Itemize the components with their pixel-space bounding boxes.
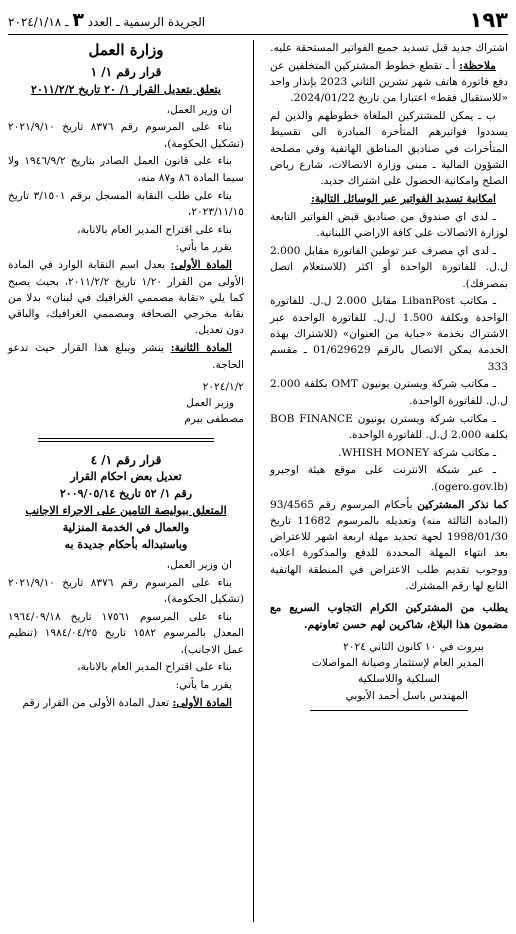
signature-block — [8, 379, 244, 428]
article — [8, 340, 244, 373]
left-column — [8, 40, 244, 930]
method-item: ـ مكاتب شركة WHISH MONEY. — [338, 446, 496, 459]
issue-label: الجريدة الرسمية ـ العدد — [87, 15, 206, 29]
article-body: ينشر ويبلغ هذا القرار حيث تدعو الحاجة. — [8, 342, 244, 371]
decision-subject: يتعلق بتعديل القرار ١/ ٢٠ تاريخ ٢٠١١/٢/٢ — [31, 82, 221, 96]
signatory-title: المدير العام لإستثمار وصيانة المواصلات — [311, 657, 484, 670]
place-date: بيروت في ١٠ كانون الثاني ٢٠٢٤ — [343, 640, 484, 653]
decision-subject: وباستبداله بأحكام جديدة به — [64, 538, 188, 552]
paragraph: يقرر ما يأتي: — [175, 679, 232, 692]
signature-block — [270, 639, 508, 704]
decision-subject: المتعلق ببوليصة التامين على الاجراء الاجانب — [25, 504, 227, 518]
signatory-title: وزير العمل — [186, 397, 234, 410]
decision-date: ٢٠٢٤/١/٢ — [202, 380, 244, 393]
reminder-paragraph — [270, 497, 508, 595]
section-divider — [38, 438, 214, 442]
signatory-name: المهندس باسل أحمد الأيوبي — [345, 689, 468, 702]
paragraph: اشتراك جديد قبل تسديد جميع الفواتير المستحقة عليه. — [270, 42, 508, 54]
paragraph: بناء على المرسوم رقم ٨٣٧٦ تاريخ ٢٠٢١/٩/١٠ (تشكيل الحكومة)، — [8, 121, 244, 150]
page-header — [8, 6, 508, 35]
note-paragraph — [270, 58, 508, 107]
method-item: ـ لدى اي مصرف عبر توطين الفاتورة مقابل 2.000 ل.ل. للفاتورة الواحدة أو اكثر (للاستعلام اتصل بمصرفك). — [270, 245, 508, 290]
method-item: ـ لدى اي صندوق من صناديق قبض الفواتير التابعة لوزارة الاتصالات على كافة الاراضي اللبنانية. — [270, 210, 508, 240]
paragraph: بناء على قانون العمل الصادر بتاريخ ١٩٤٦/٩/٢ ولا سيما المادة ٨٦ و٨٧ منه، — [8, 155, 244, 184]
paragraph: بناء على طلب النقابة المسجل برقم ٣/١٥٠١ تاريخ ٢٠٢٣/١١/١٥، — [8, 189, 244, 218]
decision-title: قرار رقم ١/ ١ — [90, 65, 162, 80]
signatory-name: مصطفى بيرم — [184, 413, 244, 426]
ministry-title: وزارة العمل — [88, 41, 164, 59]
article-label: المادة الأولى: — [170, 259, 232, 272]
note-label: ملاحظة: — [459, 59, 496, 72]
paragraph: بناء على المرسوم ١٧٥٦١ تاريخ ١٩٦٤/٠٩/١٨ المعدل بالمرسوم ١٥٨٢ تاريخ ١٩٨٤/٠٤/٢٥ (تنظيم عمل الاجانب)، — [8, 610, 244, 656]
method-item: ـ عبر شبكة الانترنت على موقع هيئة اوجيرو (ogero.gov.lb). — [270, 464, 508, 493]
page-number: ١٩٣ — [469, 8, 508, 32]
issue-line: الجريدة الرسمية ـ العدد ٣ ـ ٢٠٢٤/١/١٨ — [8, 9, 206, 31]
article-body: تعدل المادة الأولى من القرار رقم — [22, 696, 170, 709]
paragraph: يقرر ما يأتي: — [175, 241, 232, 254]
article-label: المادة الثانية: — [170, 342, 232, 355]
issue-date: ٢٠٢٤/١/١٨ — [8, 15, 62, 29]
article — [8, 695, 244, 711]
article — [8, 257, 244, 338]
paragraph: بناء على اقتراح المدير العام بالانابة، — [77, 223, 232, 236]
reminder-body: بأحكام المرسوم رقم 93/4565 (المادة الثالثة منه) وتعديله بالمرسوم 11682 تاريخ 1998/01/30 لجهة تحديد مهلة اربعة اشهر للاعتراض بعد انتهاء المهلة المحددة للدفع والمذكورة اعلاه، ووجوب تقديم طلب الاعتراض في المنطقة الهاتفية التابع لها رقم المشترك. — [270, 498, 508, 592]
paragraph: بناء على اقتراح المدير العام بالانابة، — [77, 661, 232, 674]
method-item: ـ مكاتب شركة ويسترن يونيون BOB FINANCE بكلفة 2.000 ل.ل. للفاتورة الواحدة. — [270, 412, 508, 441]
decision-subject: والعمال في الخدمة المنزلية — [62, 521, 190, 535]
note-body: أ ـ تقطع خطوط المشتركين المتخلفين عن دفع فاتورة هاتف شهر تشرين الثاني 2023 بإنذار واحد «للاستقبال فقط» اعتبارا من تاريخ 2024/01/22. — [270, 59, 508, 105]
end-rule — [310, 710, 468, 711]
paragraph: ان وزير العمل، — [166, 559, 232, 572]
method-item: ـ مكاتب LibanPost مقابل 2.000 ل.ل. للفاتورة الواحدة وبكلفة 1.500 ل.ل. للفاتورة الواحدة عبر الاشتراك بخدمة «جباية من العنوان» (للاشتراك بهذه الخدمة يمكن الاتصال بالرقم 01/629629 ـ مقسم 333 — [270, 295, 508, 373]
decision-subject: تعديل بعض احكام القرار — [70, 470, 182, 484]
request-paragraph: يطلب من المشتركين الكرام التجاوب السريع مع مضمون هذا البلاغ، شاكرين لهم حسن تعاونهم. — [270, 602, 508, 631]
paragraph: ب ـ يمكن للمشتركين الملغاة خطوطهم والذين لم يسددوا فواتيرهم المتأخرة المبادرة الى تقسيط المتأخرات في صناديق المناطق الهاتفية وفي مصلحة الشؤون المالية ـ مبنى وزارة الاتصالات، شارع رياض الصلح وامكانية الحصول على اشتراك جديد. — [270, 110, 508, 188]
article-label: المادة الأولى: — [172, 696, 232, 709]
reminder-lead: كما نذكر المشتركين — [417, 498, 508, 511]
right-column — [270, 40, 508, 930]
method-item: ـ مكاتب شركة ويسترن يونيون OMT بكلفة 2.000 ل.ل. للفاتورة الواحدة. — [270, 378, 508, 407]
paragraph: ان وزير العمل، — [166, 103, 232, 116]
methods-title: امكانية تسديد الفواتير عبر الوسائل التالية: — [310, 193, 496, 206]
decision-subject: رقم ١/ ٥٢ تاريخ ٢٠٠٩/٠٥/١٤ — [59, 487, 193, 501]
signatory-title-cont: السلكية واللاسلكية — [358, 673, 440, 686]
paragraph: بناء على المرسوم رقم ٨٣٧٦ تاريخ ٢٠٢١/٩/١٠ (تشكيل الحكومة)، — [8, 576, 244, 606]
issue-number: ٣ — [72, 9, 84, 31]
decision-title: قرار رقم ١/ ٤ — [90, 452, 162, 467]
article-body: يعدل اسم النقابة الوارد في المادة الأولى من القرار ١/٢٠ تاريخ ٢٠١١/٢/٢، بحيث يصبح كما يلي «نقابة مصممي الغرافيك في لبنان» بدلا من نقابة مخرجي الصحافة ومصممي الغرافيك، والباقي دون تعديل. — [8, 259, 244, 337]
column-divider — [253, 40, 254, 922]
